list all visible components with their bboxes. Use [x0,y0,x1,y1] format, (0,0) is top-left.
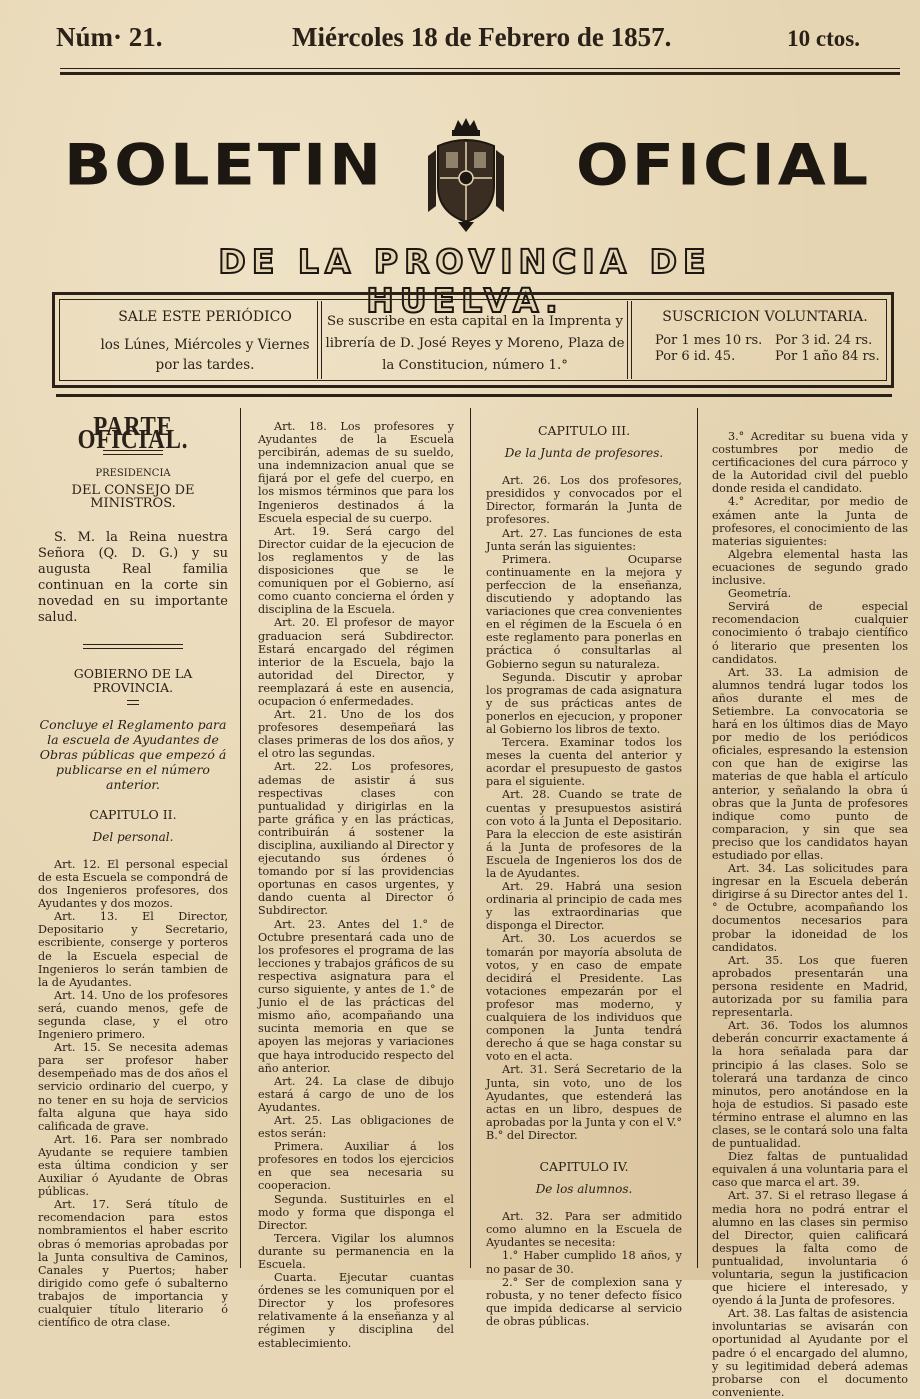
article-26: Art. 26. Los dos profesores, presididos y convocados por el Director, formarán la Junta de profesores. [486,474,682,527]
consejo-label: DEL CONSEJO DE MINISTROS. [71,483,195,512]
column-rule [240,408,241,1268]
column-rule [470,408,471,1268]
article-18: Art. 18. Los profesores y Ayudantes de la Escuela percibirán, ademas de su sueldo, una indemnizacion anual que se fijará por el gefe del cuerpo, en los mismos términos que para los Ingenieros destinados á la Escuela especial de su cuerpo. [258,420,454,525]
chapter-3-heading: CAPITULO III. [537,423,631,438]
subscription-location: Se suscribe en esta capital en la Imprenta y librería de D. José Reyes y Moreno, Plaza de la Constitucion, número 1.° [325,314,625,373]
column-1 [38,411,228,1330]
article-15: Art. 15. Se necesita ademas para ser profesor haber desempeñado mas de dos años el servicio ordinario del cuerpo, y no tener en su hoja de servicios falta alguna que haya sido calificada de grave. [38,1041,228,1133]
function-2: Segunda. Discutir y aprobar los programas de cada asignatura y de sus prácticas antes de ponerlos en ejecucion, y proponer al Gobierno los libros de texto. [486,670,682,736]
top-rule [60,68,900,69]
price-3-months: Por 3 id. 24 rs. [775,333,873,348]
price-1-year: Por 1 año 84 rs. [775,349,880,364]
column-rule [697,408,698,1268]
subscription-info-box [52,292,894,388]
masthead-right: OFICIAL [576,130,872,199]
article-29: Art. 29. Habrá una sesion ordinaria al principio de cada mes y las extraordinarias que disponga el Director. [486,880,682,933]
article-32: Art. 32. Para ser admitido como alumno en la Escuela de Ayudantes se necesita: [486,1210,682,1250]
presidencia-label: PRESIDENCIA [95,468,171,480]
column-2 [258,420,454,1350]
subject-algebra: Algebra elemental hasta las ecuaciones de segundo grado inclusive. [712,547,908,588]
article-35: Art. 35. Los que fueren aprobados presentarán una persona residente en Madrid, autorizada por su familia para representarla. [712,953,908,1020]
article-36: Art. 36. Todos los alumnos deberán concurrir exactamente á la hora señalada para dar principio á las clases. Solo se tolerará una tardanza de cinco minutos, pero anotándose en la hoja de estudios. Si pasado este término entrase el alumno en las clases, se le contará solo una falta de puntualidad. [712,1019,908,1151]
issue-line [56,22,860,62]
article-16: Art. 16. Para ser nombrado Ayudante se requiere tambien esta última condicion y ser Auxiliar ó Ayudante de Obras públicas. [38,1132,228,1199]
article-30: Art. 30. Los acuerdos se tomarán por mayoría absoluta de votos, y en caso de empate decidirá el Presidente. Las votaciones empezarán por el profesor mas moderno, y cualquiera de los individuos que componen la Junta tendrá derecho á que se haga constar su voto en el acta. [486,932,682,1064]
requirement-3: 3.° Acreditar su buena vida y costumbres por medio de certificaciones del cura párroco y de la Autoridad civil del pueblo donde resida el candidato. [712,430,908,496]
prices-title: SUSCRICION VOLUNTARIA. [662,309,868,325]
requirement-2: 2.° Ser de complexion sana y robusta, y no tener defecto físico que impida dedicarse al servicio de obras públicas. [486,1275,682,1328]
gobierno-label: GOBIERNO DE LA PROVINCIA. [73,666,193,695]
function-1: Primera. Ocuparse continuamente en la mejora y perfeccion de la enseñanza, discutiendo y adoptando las variaciones que crea convenientes en el régimen de la Escuela ó en este reglamento para ponerlas en práctica ó consultarlas al Gobierno segun su naturaleza. [486,552,682,671]
requirement-1: 1.° Haber cumplido 18 años, y no pasar de 30. [486,1249,682,1276]
chapter-3-title: De la Junta de profesores. [504,446,664,461]
column-divider [627,301,632,379]
article-24: Art. 24. La clase de dibujo estará á cargo de uno de los Ayudantes. [258,1074,454,1114]
obligation-4: Cuarta. Ejecutar cuantas órdenes se les comuniquen por el Director y los profesores relativamente á la enseñanza y al régimen y disciplina del establecimiento. [258,1271,454,1350]
article-34: Art. 34. Las solicitudes para ingresar en la Escuela deberán dirigirse á su Director antes del 1.° de Octubre, acompañando los documentos necesarios para probar la idoneidad de los candidatos. [712,862,908,954]
column-divider [317,301,322,379]
royal-crest-icon [424,116,508,234]
price-1-month: Por 1 mes 10 rs. [655,333,763,348]
issue-number: Núm· 21. [56,22,163,52]
schedule-title: SALE ESTE PERIÓDICO [118,309,292,325]
article-33: Art. 33. La admision de alumnos tendrá lugar todos los años durante el mes de Setiembre. La convocatoria se hará en los últimos dias de Mayo por medio de los periódicos oficiales, espresando la estension con que han de exigirse las materias de que habla el artículo anterior, y señalando la obra ú obras que la Junta de profesores indique como punto de comparacion, y sin que sea preciso que los candidatos hayan estudiado por ellas. [712,665,908,862]
article-27: Art. 27. Las funciones de esta Junta serán las siguientes: [486,526,682,553]
top-rule-thick [60,72,900,75]
article-19: Art. 19. Será cargo del Director cuidar de la ejecucion de los reglamentos y de las disposiciones que se le comuniquen por el Gobierno, así como cuanto concierna el órden y disciplina de la Escuela. [258,524,454,617]
price-6-months: Por 6 id. 45. [655,349,736,364]
royal-health-news: S. M. la Reina nuestra Señora (Q. D. G.) y su augusta Real familia continuan en la corte sin novedad en su importante salud. [38,530,228,626]
parte-oficial-headline: PARTE OFICIAL. [77,411,189,455]
article-31: Art. 31. Será Secretario de la Junta, sin voto, uno de los Ayudantes, que estenderá las actas en un libro, despues de aprobadas por la Junta y con el V.° B.° del Director. [486,1063,682,1142]
column-4 [712,430,908,1399]
masthead-subtitle: DE LA PROVINCIA DE HUELVA. [218,242,712,320]
article-14: Art. 14. Uno de los profesores será, cuando menos, gefe de segunda clase, y el otro Ingeniero primero. [38,988,228,1042]
article-17: Art. 17. Será título de recomendacion para estos nombramientos el haber escrito obras ó memorias aprobadas por la Junta consultiva de Caminos, Canales y Puertos; haber dirigido como gefe ó subalterno trabajos de importancia y cualquier título literario ó científico de otra clase. [38,1198,228,1330]
obligation-3: Tercera. Vigilar los alumnos durante su permanencia en la Escuela. [258,1231,454,1271]
article-37: Art. 37. Si el retraso llegase á media hora no podrá entrar el alumno en las clases sin permiso del Director, quien calificará despues la falta como de puntualidad, involuntaria ó voluntaria, segun la justificacion que hiciere el interesado, y oyendo á la Junta de profesores. [712,1189,908,1308]
article-22: Art. 22. Los profesores, ademas de asistir á sus respectivas clases con puntualidad y dirigirlas en la parte gráfica y en las prácticas, contribuirán á sostener la disciplina, auxiliando al Director y ejecutando sus órdenes ó tomando por sí las providencias oportunas en casos urgentes, y dando cuenta al Director ó Subdirector. [258,760,454,918]
article-25: Art. 25. Las obligaciones de estos serán: [258,1113,454,1141]
chapter-4-heading: CAPITULO IV. [539,1158,629,1174]
chapter-2-title: Del personal. [92,829,174,844]
article-13: Art. 13. El Director, Depositario y Secretario, escribiente, conserge y porteros de la Escuela especial de Ingenieros lo serán tambien de la de Ayudantes. [38,910,228,989]
schedule-text: los Lúnes, Miércoles y Viernes por las tardes. [100,337,310,373]
article-38: Art. 38. Las faltas de asistencia involuntarias se avisarán con oportunidad al Ayudante por el padre ó el encargado del alumno, y su legitimidad deberá ademas probarse con el documento conveniente. [712,1307,908,1399]
masthead-left: BOLETIN [64,130,385,199]
issue-date: Miércoles 18 de Febrero de 1857. [292,22,672,52]
punctuality-note: Diez faltas de puntualidad equivalen á una voluntaria para el caso que marca el art. 39. [712,1150,908,1190]
requirement-4: 4.° Acreditar, por medio de exámen ante la Junta de profesores, el conocimiento de las materias siguientes: [712,495,908,548]
recommendation-note: Servirá de especial recomendacion cualquier conocimiento ó trabajo científico ó literario que presenten los candidatos. [712,600,908,666]
obligation-1: Primera. Auxiliar á los profesores en todos los ejercicios en que sea necesaria su cooperacion. [258,1140,454,1193]
obligation-2: Segunda. Sustituirles en el modo y forma que disponga el Director. [258,1192,454,1232]
function-3: Tercera. Examinar todos los meses la cuenta del anterior y acordar el presupuesto de gastos para el siguiente. [486,736,682,789]
article-28: Art. 28. Cuando se trate de cuentas y presupuestos asistirá con voto á la Junta el Depositario. Para la eleccion de este asistirán á la Junta de profesores de la Escuela de Ingenieros los dos de la de Ayudantes. [486,788,682,880]
article-12: Art. 12. El personal especial de esta Escuela se compondrá de dos Ingenieros profesores, dos Ayudantes y dos mozos. [38,857,228,911]
issue-price: 10 ctos. [787,26,860,51]
chapter-2-heading: CAPITULO II. [89,806,177,822]
column-3 [486,424,682,1328]
publication-schedule [75,307,335,375]
chapter-4-title: De los alumnos. [535,1182,633,1197]
box-bottom-rule [56,394,892,397]
subject-geometry: Geometría. [728,587,792,601]
reglamento-intro: Concluye el Reglamento para la escuela de Ayudantes de Obras públicas que empezó á publicarse en el número anterior. [39,716,227,792]
article-23: Art. 23. Antes del 1.° de Octubre presentará cada uno de los profesores el programa de las lecciones y trabajos gráficos de su respectiva asignatura para el curso siguiente, y antes de 1.° de Junio el de las prácticas del mismo año, acompañando una sucinta memoria en que se apoyen las mejoras y variaciones que haya introducido respecto del año anterior. [258,917,454,1075]
article-20: Art. 20. El profesor de mayor graduacion será Subdirector. Estará encargado del régimen interior de la Escuela, bajo la autoridad del Director, y reemplazará á este en ausencia, ocupacion ó enfermedades. [258,616,454,708]
article-21: Art. 21. Uno de los dos profesores desempeñará las clases primeras de los dos años, y el otro las segundas. [258,708,454,761]
subscription-prices [645,307,885,365]
